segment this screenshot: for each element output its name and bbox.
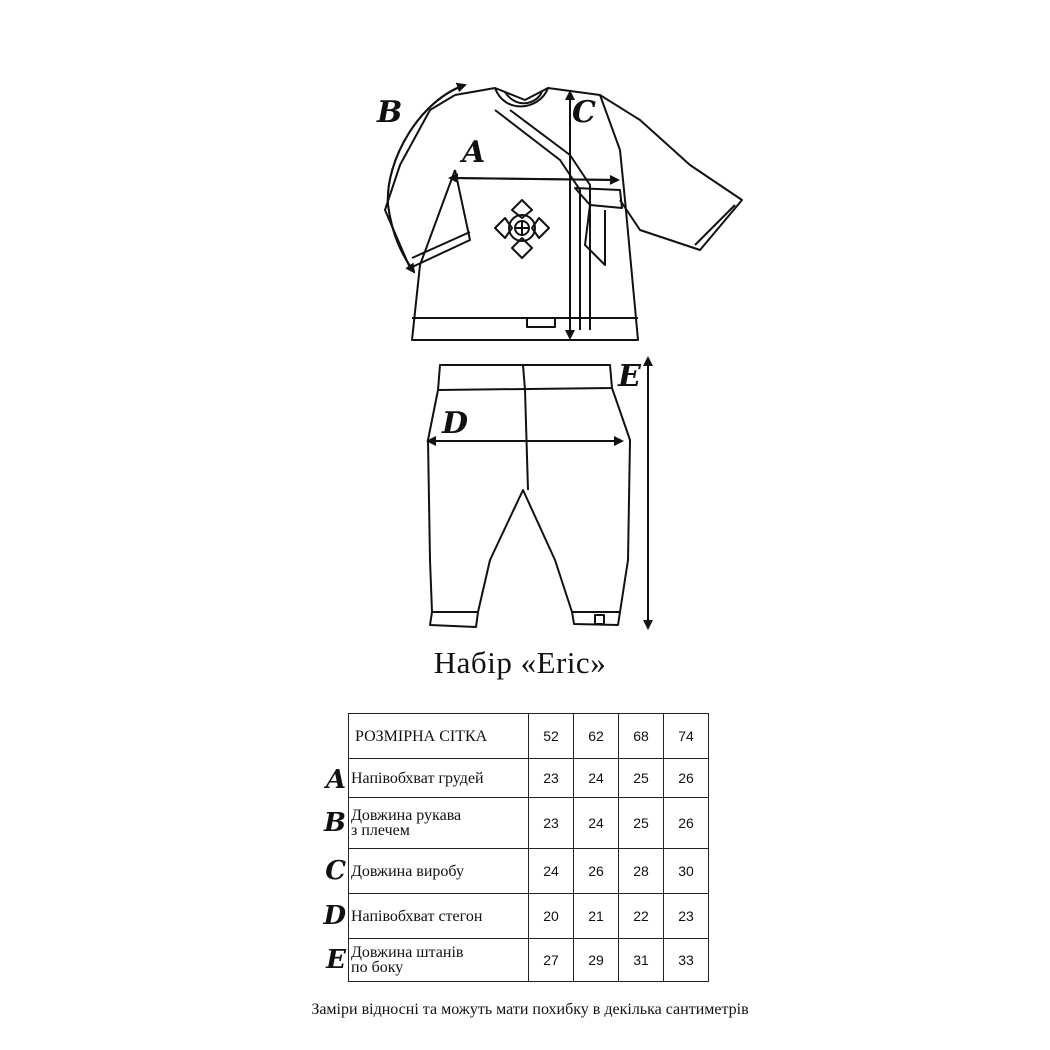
measurement-arrows bbox=[388, 85, 648, 628]
label-line: Напівобхват грудей bbox=[351, 769, 484, 787]
table-cell: 31 bbox=[619, 939, 664, 982]
measurement-label bbox=[349, 894, 529, 939]
table-cell: 23 bbox=[664, 894, 709, 939]
table-row bbox=[349, 798, 709, 849]
table-cell: 25 bbox=[619, 798, 664, 849]
pants-drawing bbox=[428, 365, 630, 627]
table-cell: 26 bbox=[664, 798, 709, 849]
table-header-row bbox=[349, 714, 709, 759]
measurement-label bbox=[349, 939, 529, 982]
table-row bbox=[349, 759, 709, 798]
label-line: Довжина штанів bbox=[351, 944, 464, 961]
measurement-disclaimer: Заміри відносні та можуть мати похибку в декілька сантиметрів bbox=[311, 1001, 749, 1018]
label-line: Довжина рукава bbox=[351, 807, 462, 824]
table-cell: 21 bbox=[574, 894, 619, 939]
size-chart-heading: РОЗМІРНА СІТКА bbox=[349, 714, 529, 759]
size-header: 52 bbox=[529, 714, 574, 759]
letter-c-label: C bbox=[572, 95, 596, 130]
row-letter: A bbox=[325, 765, 346, 795]
table-cell: 27 bbox=[529, 939, 574, 982]
row-letters bbox=[300, 713, 348, 983]
table-row bbox=[349, 894, 709, 939]
table-cell: 24 bbox=[529, 849, 574, 894]
letter-b-label: B bbox=[377, 95, 403, 130]
label-line: з плечем bbox=[351, 822, 410, 839]
table-cell: 24 bbox=[574, 759, 619, 798]
size-header: 74 bbox=[664, 714, 709, 759]
row-letter: E bbox=[326, 945, 346, 975]
table-cell: 28 bbox=[619, 849, 664, 894]
measurement-label bbox=[349, 798, 529, 849]
table-row bbox=[349, 939, 709, 982]
table-cell: 20 bbox=[529, 894, 574, 939]
label-line: Довжина виробу bbox=[351, 862, 464, 880]
row-letter: D bbox=[323, 901, 346, 931]
table-row bbox=[349, 849, 709, 894]
measurement-label bbox=[349, 849, 529, 894]
label-line: Напівобхват стегон bbox=[351, 907, 483, 925]
measurement-label bbox=[349, 759, 529, 798]
table-cell: 26 bbox=[574, 849, 619, 894]
size-header: 68 bbox=[619, 714, 664, 759]
letter-e-label: E bbox=[618, 359, 641, 394]
product-title: Набір «Eric» bbox=[433, 645, 607, 680]
row-letter: B bbox=[324, 808, 346, 838]
table-cell: 23 bbox=[529, 759, 574, 798]
letter-a-label: A bbox=[462, 135, 486, 170]
size-chart-table bbox=[348, 713, 709, 982]
table-cell: 24 bbox=[574, 798, 619, 849]
letter-d-label: D bbox=[442, 406, 469, 441]
table-cell: 30 bbox=[664, 849, 709, 894]
table-cell: 25 bbox=[619, 759, 664, 798]
table-cell: 26 bbox=[664, 759, 709, 798]
table-cell: 22 bbox=[619, 894, 664, 939]
size-header: 62 bbox=[574, 714, 619, 759]
table-cell: 33 bbox=[664, 939, 709, 982]
row-letter: C bbox=[325, 856, 346, 886]
table-cell: 23 bbox=[529, 798, 574, 849]
table-cell: 29 bbox=[574, 939, 619, 982]
label-line: по боку bbox=[351, 959, 404, 976]
shirt-drawing bbox=[385, 88, 742, 340]
